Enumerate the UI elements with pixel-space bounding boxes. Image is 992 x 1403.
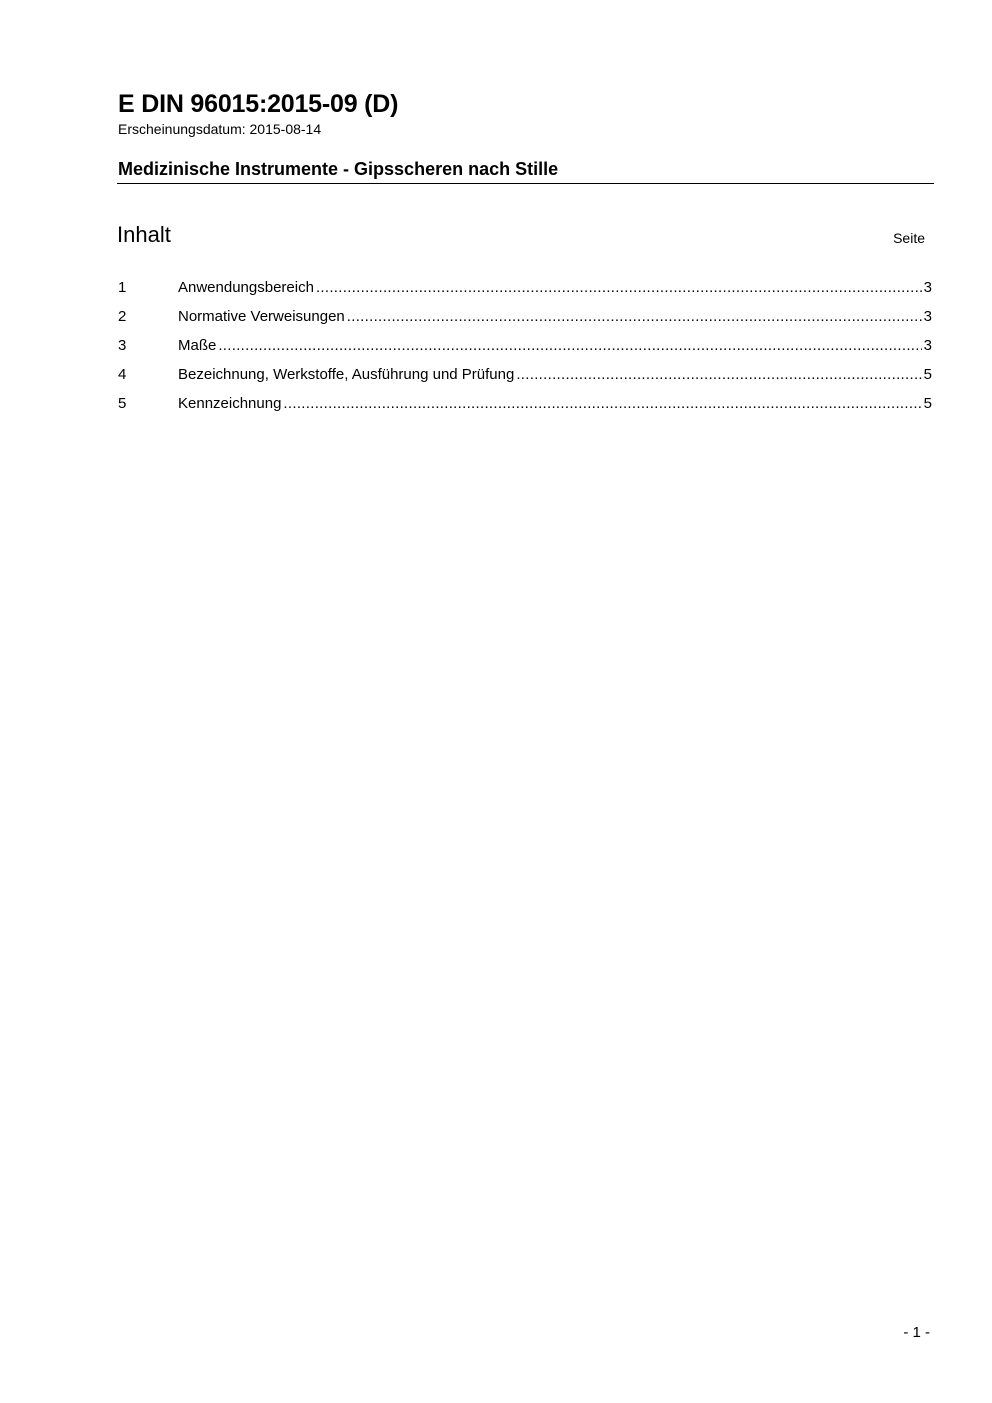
toc-entry[interactable] xyxy=(118,337,932,366)
toc-entry-number: 3 xyxy=(118,337,127,354)
toc-page-column-label: Seite xyxy=(893,230,925,246)
toc-entry-page: 5 xyxy=(923,366,932,383)
document-id: E DIN 96015:2015-09 (D) xyxy=(118,90,399,118)
toc-entry-text: Normative Verweisungen xyxy=(178,308,345,325)
toc-entry[interactable] xyxy=(118,395,932,424)
toc-entry-text: Bezeichnung, Werkstoffe, Ausführung und Prüfung xyxy=(178,366,515,383)
toc-heading: Inhalt xyxy=(117,222,171,247)
document-title: Medizinische Instrumente - Gipsscheren nach Stille xyxy=(118,159,559,179)
toc-entry-page: 3 xyxy=(923,279,932,296)
toc-entry[interactable] xyxy=(118,308,932,337)
toc-entry-line xyxy=(178,337,932,355)
toc-entry-number: 4 xyxy=(118,366,127,383)
toc-dot-leader xyxy=(347,308,922,326)
toc-entry-line xyxy=(178,279,932,297)
publication-date: Erscheinungsdatum: 2015-08-14 xyxy=(118,121,322,137)
toc-dot-leader xyxy=(218,337,921,355)
toc-entry-text: Kennzeichnung xyxy=(178,395,282,412)
toc-entry[interactable] xyxy=(118,279,932,308)
toc-entry-line xyxy=(178,395,932,413)
toc-entry-page: 3 xyxy=(923,308,932,325)
title-divider xyxy=(117,183,934,184)
toc-dot-leader xyxy=(316,279,922,297)
toc-entry-number: 1 xyxy=(118,279,127,296)
toc-entry-page: 3 xyxy=(923,337,932,354)
toc-entry-line xyxy=(178,308,932,326)
toc-entry-text: Anwendungsbereich xyxy=(178,279,314,296)
toc-entry-line xyxy=(178,366,932,384)
toc-entry-text: Maße xyxy=(178,337,217,354)
toc-entry-page: 5 xyxy=(923,395,932,412)
table-of-contents xyxy=(118,279,932,424)
toc-entry-number: 2 xyxy=(118,308,127,325)
toc-entry[interactable] xyxy=(118,366,932,395)
toc-entry-number: 5 xyxy=(118,395,127,412)
page-number: - 1 - xyxy=(903,1324,930,1341)
toc-dot-leader xyxy=(516,366,921,384)
toc-dot-leader xyxy=(283,395,921,413)
